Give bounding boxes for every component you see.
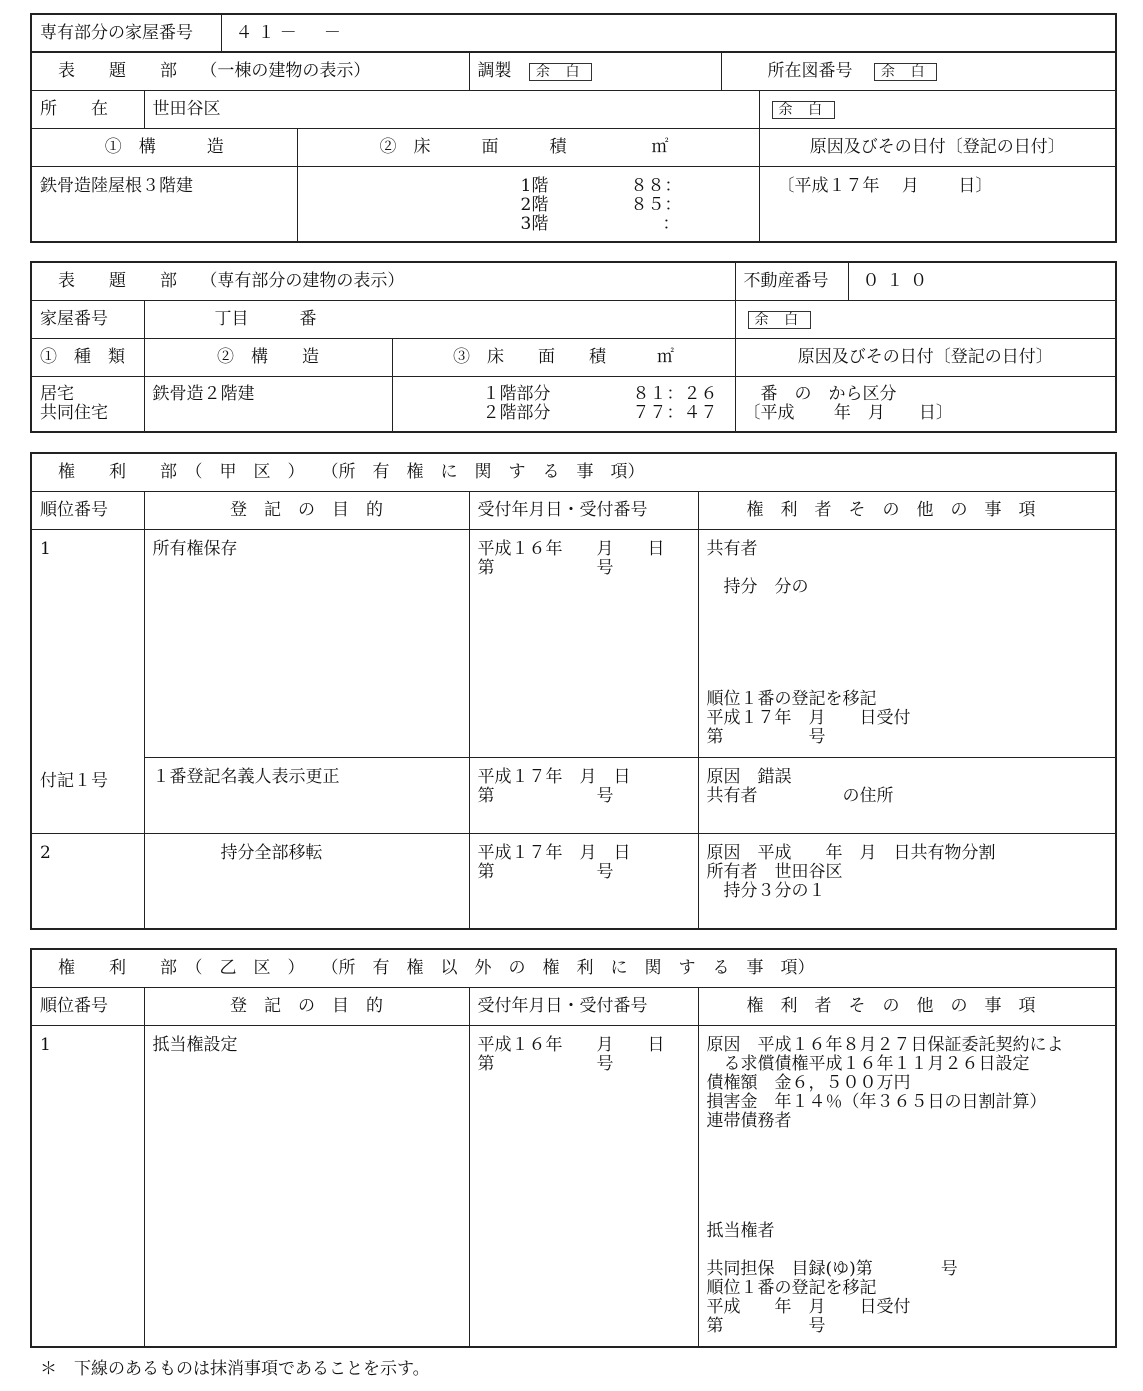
location-stamp: 余 白 <box>772 101 835 119</box>
house-number-label: 家屋番号 <box>31 300 144 338</box>
table-row-holder: 原因 錯誤 共有者 の住所 <box>698 757 1116 833</box>
building-area-cell <box>297 166 759 242</box>
col-area-header: ② 床 面 積 ㎡ <box>297 128 759 166</box>
col-rank-header: 順位番号 <box>31 987 144 1025</box>
realty-number-label: 不動産番号 <box>735 262 848 300</box>
footnote: ＊ 下線のあるものは抹消事項であることを示す。 <box>40 1359 430 1379</box>
floor-area: ： <box>662 213 680 234</box>
building-cause-value: 〔平成１７年 月 日〕 <box>759 166 1116 242</box>
col-structure-header: ② 構 造 <box>144 338 392 376</box>
building-structure-value: 鉄骨造陸屋根３階建 <box>31 166 297 242</box>
holder-bottom: 抵当権者 共同担保 目録(ゆ)第 号 順位１番の登記を移記 平成 年 月 日受付 第 号 <box>706 1220 958 1336</box>
col-receipt-header: 受付年月日・受付番号 <box>469 987 698 1025</box>
kouku-table <box>30 452 1117 930</box>
table-row-receipt: 平成１７年 月 日 第 号 <box>469 833 698 929</box>
table-row-purpose: 抵当権設定 <box>144 1025 469 1347</box>
unit-section-title <box>31 262 735 300</box>
chousei-stamp: 余 白 <box>529 63 592 81</box>
table-row-rank: 2 <box>31 833 144 929</box>
unit-house-number-label: 専有部分の家屋番号 <box>31 14 221 52</box>
house-number-stamp: 余 白 <box>748 311 811 329</box>
col-cause-header: 原因及びその日付〔登記の日付〕 <box>759 128 1116 166</box>
floor-area: ８８： <box>630 175 682 196</box>
floor-area: ７７：４７ <box>632 402 718 423</box>
map-number-label: 所在図番号 <box>767 60 853 81</box>
table-row-rank: 1 <box>31 529 144 833</box>
col-kind-header: ① 種 類 <box>31 338 144 376</box>
house-number-stamp-cell <box>735 300 1116 338</box>
floor-row <box>521 215 751 234</box>
house-number-value: 丁目 番 <box>144 300 735 338</box>
col-purpose-header: 登 記 の 目 的 <box>144 491 469 529</box>
floor-label: 2階 <box>520 194 549 215</box>
floor-row <box>483 385 727 404</box>
unit-section-sub: （専有部分の建物の表示） <box>200 270 405 291</box>
table-row-receipt: 平成１６年 月 日 第 号 <box>469 1025 698 1347</box>
building-section-title <box>31 52 469 90</box>
otsuku-table <box>30 948 1117 1348</box>
header-table <box>30 13 1117 53</box>
location-label: 所 在 <box>31 90 144 128</box>
unit-structure-value: 鉄骨造２階建 <box>144 376 392 432</box>
table-row-holder: 原因 平成 年 月 日共有物分割 所有者 世田谷区 持分３分の１ <box>698 833 1116 929</box>
kouku-section-title: 権 利 部 （ 甲 区 ） （所 有 権 に 関 す る 事 項） <box>31 453 1116 491</box>
floor-area: ８５： <box>630 194 682 215</box>
location-value: 世田谷区 <box>144 90 759 128</box>
chousei-label: 調製 <box>477 60 512 81</box>
table-row-rank: 1 <box>31 1025 144 1347</box>
realty-number-value: ０１０ <box>848 262 1116 300</box>
col-area-header: ③ 床 面 積 ㎡ <box>392 338 735 376</box>
floor-label: ２階部分 <box>482 402 551 423</box>
unit-kind-value: 居宅 共同住宅 <box>31 376 144 432</box>
map-number-cell <box>721 52 1116 90</box>
floor-row <box>483 404 727 423</box>
unit-section-label: 表 題 部 <box>58 270 177 291</box>
col-purpose-header: 登 記 の 目 的 <box>144 987 469 1025</box>
table-row-holder <box>698 1025 1116 1347</box>
table-row-purpose: 所有権保存 <box>144 529 469 757</box>
location-stamp-cell <box>759 90 1116 128</box>
floor-area: ８１：２６ <box>632 383 718 404</box>
table-row-holder <box>698 529 1116 757</box>
col-receipt-header: 受付年月日・受付番号 <box>469 491 698 529</box>
col-cause-header: 原因及びその日付〔登記の日付〕 <box>735 338 1116 376</box>
floor-label: 3階 <box>520 213 549 234</box>
unit-table <box>30 261 1117 433</box>
unit-house-number-value: ４１－ － <box>221 14 1116 52</box>
table-row-receipt: 平成１６年 月 日 第 号 <box>469 529 698 757</box>
floor-label: 1階 <box>520 175 549 196</box>
col-rank-header: 順位番号 <box>31 491 144 529</box>
otsuku-section-title: 権 利 部 （ 乙 区 ） （所 有 権 以 外 の 権 利 に 関 す る 事 項） <box>31 949 1116 987</box>
map-number-stamp: 余 白 <box>874 63 937 81</box>
building-section-sub: （一棟の建物の表示） <box>200 60 371 81</box>
holder-bottom: 順位１番の登記を移記 平成１７年 月 日受付 第 号 <box>706 688 911 747</box>
holder-top: 原因 平成１６年８月２７日保証委託契約によ る求償債権平成１６年１１月２６日設定 債権額 金６，５００万円 損害金 年１４％（年３６５日の日割計算） 連帯債務者 <box>706 1034 1064 1131</box>
table-row-purpose: 持分全部移転 <box>144 833 469 929</box>
kouku-annex-label: 付記１号 <box>40 771 108 791</box>
building-table <box>30 51 1117 243</box>
table-row-purpose: １番登記名義人表示更正 <box>144 757 469 833</box>
building-section-label: 表 題 部 <box>58 60 177 81</box>
holder-top: 共有者 持分 分の <box>706 538 809 597</box>
table-row-receipt: 平成１７年 月 日 第 号 <box>469 757 698 833</box>
floor-label: １階部分 <box>482 383 551 404</box>
chousei-cell <box>469 52 721 90</box>
unit-area-cell <box>392 376 735 432</box>
col-structure-header: ① 構 造 <box>31 128 297 166</box>
floor-row <box>521 177 751 196</box>
col-holder-header: 権 利 者 そ の 他 の 事 項 <box>698 491 1116 529</box>
col-holder-header: 権 利 者 そ の 他 の 事 項 <box>698 987 1116 1025</box>
unit-cause-value: 番 の から区分 〔平成 年 月 日〕 <box>735 376 1116 432</box>
floor-row <box>521 196 751 215</box>
